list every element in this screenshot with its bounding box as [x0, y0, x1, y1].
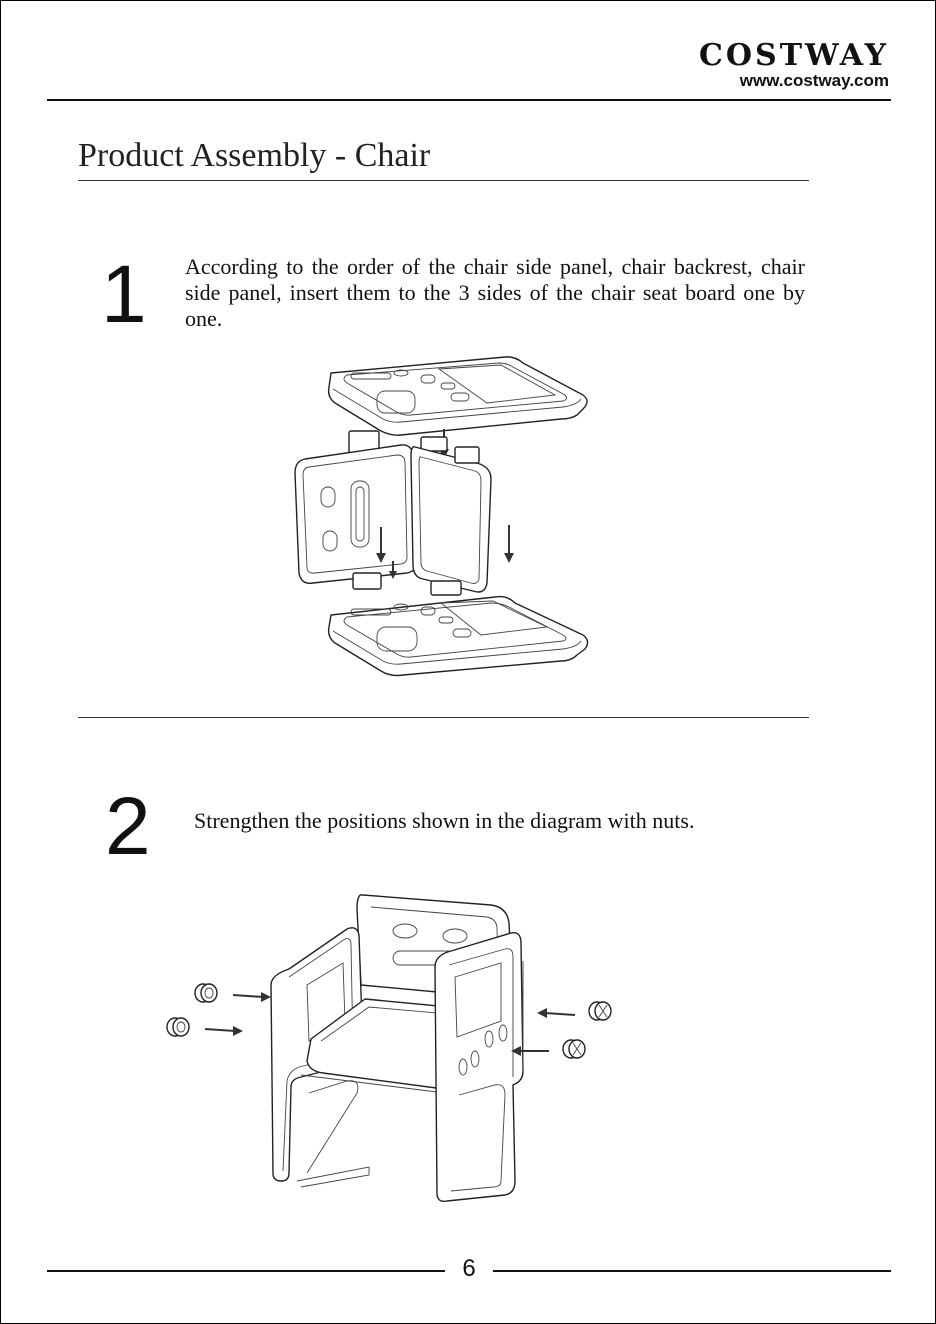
assembled-side-panel-right	[435, 933, 523, 1202]
step-1-instruction: According to the order of the chair side panel, chair backrest, chair side panel, insert them to the 3 sides of the chair seat board one by one.	[185, 254, 805, 331]
screw-icon-right-top	[589, 1002, 611, 1020]
insert-arrow-right	[504, 525, 514, 563]
arrow-left-top	[233, 992, 271, 1002]
brand-url: www.costway.com	[739, 71, 889, 90]
footer-divider-right	[493, 1270, 891, 1272]
nut-icon-left-bottom	[167, 1018, 189, 1036]
step-2-diagram	[151, 881, 631, 1221]
header-divider	[47, 99, 891, 101]
screw-icon-right-bottom	[563, 1040, 585, 1058]
step-2-instruction: Strengthen the positions shown in the diagram with nuts.	[194, 808, 695, 833]
seat-board-bottom	[329, 597, 588, 676]
chair-backrest	[411, 437, 491, 595]
nut-icon-left-top	[195, 984, 217, 1002]
brand-logo	[699, 38, 889, 91]
step-1-number: 1	[101, 249, 147, 340]
arrow-right-top	[537, 1008, 575, 1018]
chair-side-panel-left	[295, 431, 417, 589]
footer-divider-left	[47, 1270, 445, 1272]
step-2-number: 2	[105, 781, 151, 872]
title-divider	[78, 180, 809, 181]
page-number: 6	[462, 1255, 476, 1282]
brand-name: COSTWAY	[699, 38, 889, 73]
section-divider	[78, 717, 809, 718]
seat-board-top	[329, 357, 587, 435]
step-1-diagram	[281, 351, 601, 681]
arrow-left-bottom	[205, 1026, 243, 1036]
page-title: Product Assembly - Chair	[78, 137, 431, 174]
